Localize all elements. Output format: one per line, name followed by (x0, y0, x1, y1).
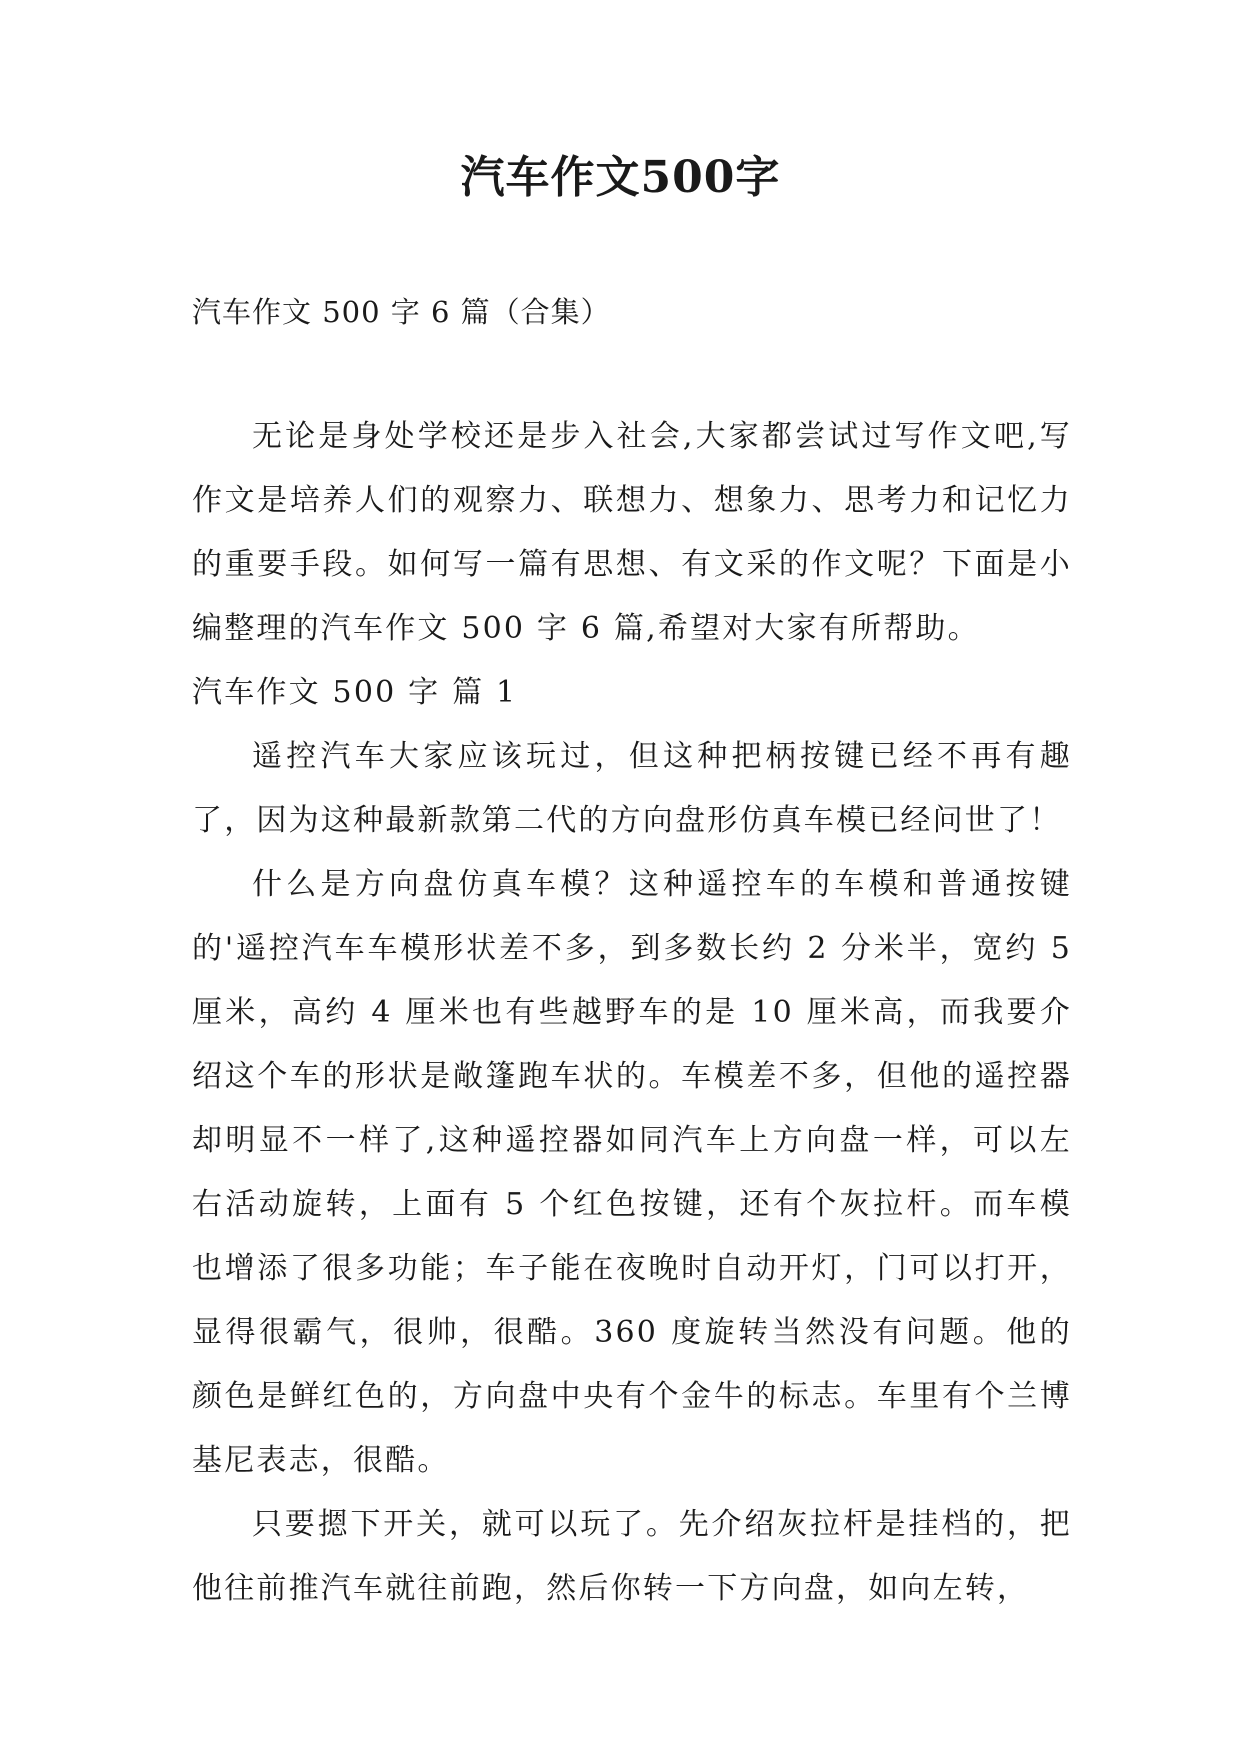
body-paragraph: 只要摁下开关，就可以玩了。先介绍灰拉杆是挂档的，把他往前推汽车就往前跑，然后你转一下方向盘，如向左转， (192, 1507, 1072, 1606)
body-paragraph: 什么是方向盘仿真车模？这种遥控车的车模和普通按键的'遥控汽车车模形状差不多，到多数长约 2 分米半，宽约 5 厘米，高约 4 厘米也有些越野车的是 10 厘米高，而我要介绍这个车的形状是敞篷跑车状的。车模差不多，但他的遥控器却明显不一样了,这种遥控器如同汽车上方向盘一样，可以左右活动旋转，上面有 5 个红色按键，还有个灰拉杆。而车模也增添了很多功能；车子能在夜晚时自动开灯，门可以打开，显得很霸气，很帅，很酷。360 度旋转当然没有问题。他的颜色是鲜红色的，方向盘中央有个金牛的标志。车里有个兰博基尼表志，很酷。 (192, 867, 1072, 1478)
document-subtitle: 汽车作文 500 字 6 篇（合集） (192, 295, 611, 329)
document-body (192, 405, 1072, 1621)
intro-paragraph: 无论是身处学校还是步入社会,大家都尝试过写作文吧,写作文是培养人们的观察力、联想力、想象力、思考力和记忆力的重要手段。如何写一篇有思想、有文采的作文呢？下面是小编整理的汽车作文 500 字 6 篇,希望对大家有所帮助。 (192, 419, 1072, 646)
body-paragraph: 遥控汽车大家应该玩过，但这种把柄按键已经不再有趣了，因为这种最新款第二代的方向盘形仿真车模已经问世了！ (192, 739, 1072, 838)
section-heading: 汽车作文 500 字 篇 1 (192, 675, 518, 710)
document-title: 汽车作文500字 (460, 152, 781, 203)
